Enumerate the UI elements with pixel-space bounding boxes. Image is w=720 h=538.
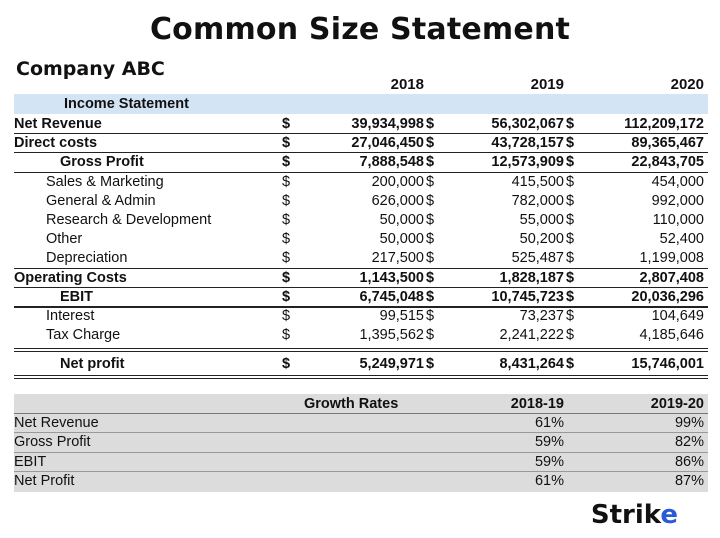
- divider: [14, 375, 708, 376]
- currency-symbol: $: [566, 173, 575, 190]
- row-value-2019: 55,000: [519, 212, 564, 228]
- row-value-2018: 27,046,450: [351, 135, 424, 152]
- growth-value-2018-19: 61%: [534, 415, 564, 431]
- currency-symbol: $: [566, 356, 575, 372]
- table-row: [14, 134, 708, 153]
- row-label: Gross Profit: [60, 154, 144, 171]
- row-value-2020: 104,649: [651, 308, 704, 324]
- row-value-2018: 50,000: [379, 212, 424, 228]
- currency-symbol: $: [282, 231, 291, 248]
- net-profit-row: [14, 355, 708, 374]
- row-value-2018: 200,000: [371, 173, 424, 190]
- row-value-2019: 43,728,157: [491, 135, 564, 152]
- row-value-2019: 10,745,723: [491, 288, 564, 305]
- currency-symbol: $: [566, 250, 575, 267]
- currency-symbol: $: [282, 154, 291, 171]
- row-value-2020: 1,199,008: [639, 250, 704, 267]
- table-row: [14, 307, 708, 326]
- table-row: [14, 269, 708, 288]
- currency-symbol: $: [282, 269, 291, 286]
- row-label: Net profit: [60, 356, 125, 372]
- table-row: [14, 115, 708, 134]
- currency-symbol: $: [426, 356, 435, 372]
- row-label: Tax Charge: [46, 327, 121, 344]
- growth-row: [14, 472, 708, 491]
- currency-symbol: $: [566, 288, 575, 305]
- row-value-2020: 110,000: [652, 212, 704, 228]
- row-value-2018: 39,934,998: [351, 116, 424, 132]
- currency-symbol: $: [426, 250, 435, 267]
- divider: [14, 348, 708, 349]
- row-value-2020: 4,185,646: [639, 327, 704, 344]
- row-value-2019: 525,487: [511, 250, 564, 267]
- year-2019-header: 2019: [530, 76, 564, 93]
- row-value-2018: 7,888,548: [359, 154, 424, 171]
- row-value-2019: 73,237: [519, 308, 564, 324]
- currency-symbol: $: [282, 173, 291, 190]
- row-value-2018: 1,395,562: [359, 327, 424, 344]
- growth-value-2018-19: 61%: [534, 473, 564, 490]
- row-value-2018: 99,515: [379, 308, 424, 324]
- currency-symbol: $: [426, 212, 435, 228]
- row-value-2020: 20,036,296: [631, 288, 704, 305]
- growth-value-2018-19: 59%: [534, 453, 564, 470]
- net-profit-value-2020: 15,746,001: [631, 356, 704, 372]
- currency-symbol: $: [566, 116, 575, 132]
- row-value-2018: 217,500: [371, 250, 424, 267]
- table-row: [14, 153, 708, 172]
- logo-text: Strik: [590, 500, 661, 530]
- currency-symbol: $: [566, 212, 575, 228]
- row-value-2020: 454,000: [651, 173, 704, 190]
- row-label: Depreciation: [46, 250, 128, 267]
- row-value-2019: 415,500: [511, 173, 564, 190]
- row-value-2020: 89,365,467: [631, 135, 704, 152]
- currency-symbol: $: [282, 327, 291, 344]
- row-value-2020: 22,843,705: [631, 154, 704, 171]
- currency-symbol: $: [426, 173, 435, 190]
- year-2018-header: 2018: [390, 76, 424, 93]
- growth-value-2018-19: 59%: [534, 434, 564, 451]
- row-value-2019: 56,302,067: [491, 116, 564, 132]
- row-value-2020: 2,807,408: [639, 269, 704, 286]
- divider: [14, 378, 708, 379]
- row-label: Sales & Marketing: [46, 173, 164, 190]
- row-label: Operating Costs: [14, 269, 127, 286]
- net-profit-value-2018: 5,249,971: [359, 356, 424, 372]
- row-value-2019: 50,200: [519, 231, 564, 248]
- row-label: General & Admin: [46, 192, 156, 209]
- currency-symbol: $: [426, 269, 435, 286]
- row-value-2020: 992,000: [651, 192, 704, 209]
- growth-header: Growth Rates: [304, 396, 399, 412]
- currency-symbol: $: [566, 327, 575, 344]
- row-label: Direct costs: [14, 135, 98, 152]
- currency-symbol: $: [566, 135, 575, 152]
- growth-label: Net Profit: [14, 473, 75, 490]
- currency-symbol: $: [282, 116, 291, 132]
- row-label: EBIT: [60, 288, 94, 305]
- currency-symbol: $: [426, 135, 435, 152]
- row-label: Net Revenue: [14, 116, 102, 132]
- row-label: Research & Development: [46, 212, 212, 228]
- row-value-2018: 50,000: [379, 231, 424, 248]
- growth-row: [14, 433, 708, 452]
- growth-value-2019-20: 87%: [674, 473, 704, 490]
- currency-symbol: $: [282, 288, 291, 305]
- currency-symbol: $: [566, 308, 575, 324]
- table-row: [14, 211, 708, 230]
- row-label: Interest: [46, 308, 95, 324]
- row-value-2019: 782,000: [511, 192, 564, 209]
- currency-symbol: $: [426, 192, 435, 209]
- currency-symbol: $: [566, 154, 575, 171]
- row-value-2018: 6,745,048: [359, 288, 424, 305]
- growth-row: [14, 453, 708, 472]
- currency-symbol: $: [426, 154, 435, 171]
- growth-value-2019-20: 86%: [674, 453, 704, 470]
- strike-logo: [591, 500, 678, 530]
- row-value-2020: 112,209,172: [624, 116, 704, 132]
- growth-label: Gross Profit: [14, 434, 91, 451]
- table-row: [14, 249, 708, 268]
- net-profit-value-2019: 8,431,264: [499, 356, 564, 372]
- growth-label: Net Revenue: [14, 415, 99, 431]
- row-value-2019: 1,828,187: [499, 269, 564, 286]
- divider: [14, 351, 708, 352]
- currency-symbol: $: [282, 135, 291, 152]
- row-label: Other: [46, 231, 83, 248]
- company-name: Company ABC: [16, 58, 165, 80]
- currency-symbol: $: [426, 288, 435, 305]
- currency-symbol: $: [282, 192, 291, 209]
- growth-row: [14, 414, 708, 433]
- currency-symbol: $: [566, 269, 575, 286]
- year-2020-header: 2020: [670, 76, 704, 93]
- table-row: [14, 192, 708, 211]
- row-value-2018: 626,000: [371, 192, 424, 209]
- currency-symbol: $: [282, 212, 291, 228]
- growth-period-2018-19: 2018-19: [510, 396, 564, 412]
- table-row: [14, 326, 708, 345]
- currency-symbol: $: [426, 327, 435, 344]
- table-row: [14, 230, 708, 249]
- currency-symbol: $: [566, 192, 575, 209]
- row-value-2018: 1,143,500: [359, 269, 424, 286]
- table-row: [14, 173, 708, 192]
- growth-period-2019-20: 2019-20: [650, 396, 704, 412]
- growth-value-2019-20: 99%: [674, 415, 704, 431]
- row-value-2020: 52,400: [659, 231, 704, 248]
- section-label: Income Statement: [64, 96, 189, 112]
- row-value-2019: 12,573,909: [491, 154, 564, 171]
- currency-symbol: $: [426, 116, 435, 132]
- currency-symbol: $: [426, 308, 435, 324]
- table-row: [14, 288, 708, 307]
- currency-symbol: $: [282, 250, 291, 267]
- growth-value-2019-20: 82%: [674, 434, 704, 451]
- page-title: Common Size Statement: [149, 12, 571, 47]
- currency-symbol: $: [566, 231, 575, 248]
- logo-accent: e: [660, 500, 678, 530]
- growth-label: EBIT: [14, 453, 47, 470]
- currency-symbol: $: [282, 356, 291, 372]
- row-value-2019: 2,241,222: [499, 327, 564, 344]
- currency-symbol: $: [282, 308, 291, 324]
- currency-symbol: $: [426, 231, 435, 248]
